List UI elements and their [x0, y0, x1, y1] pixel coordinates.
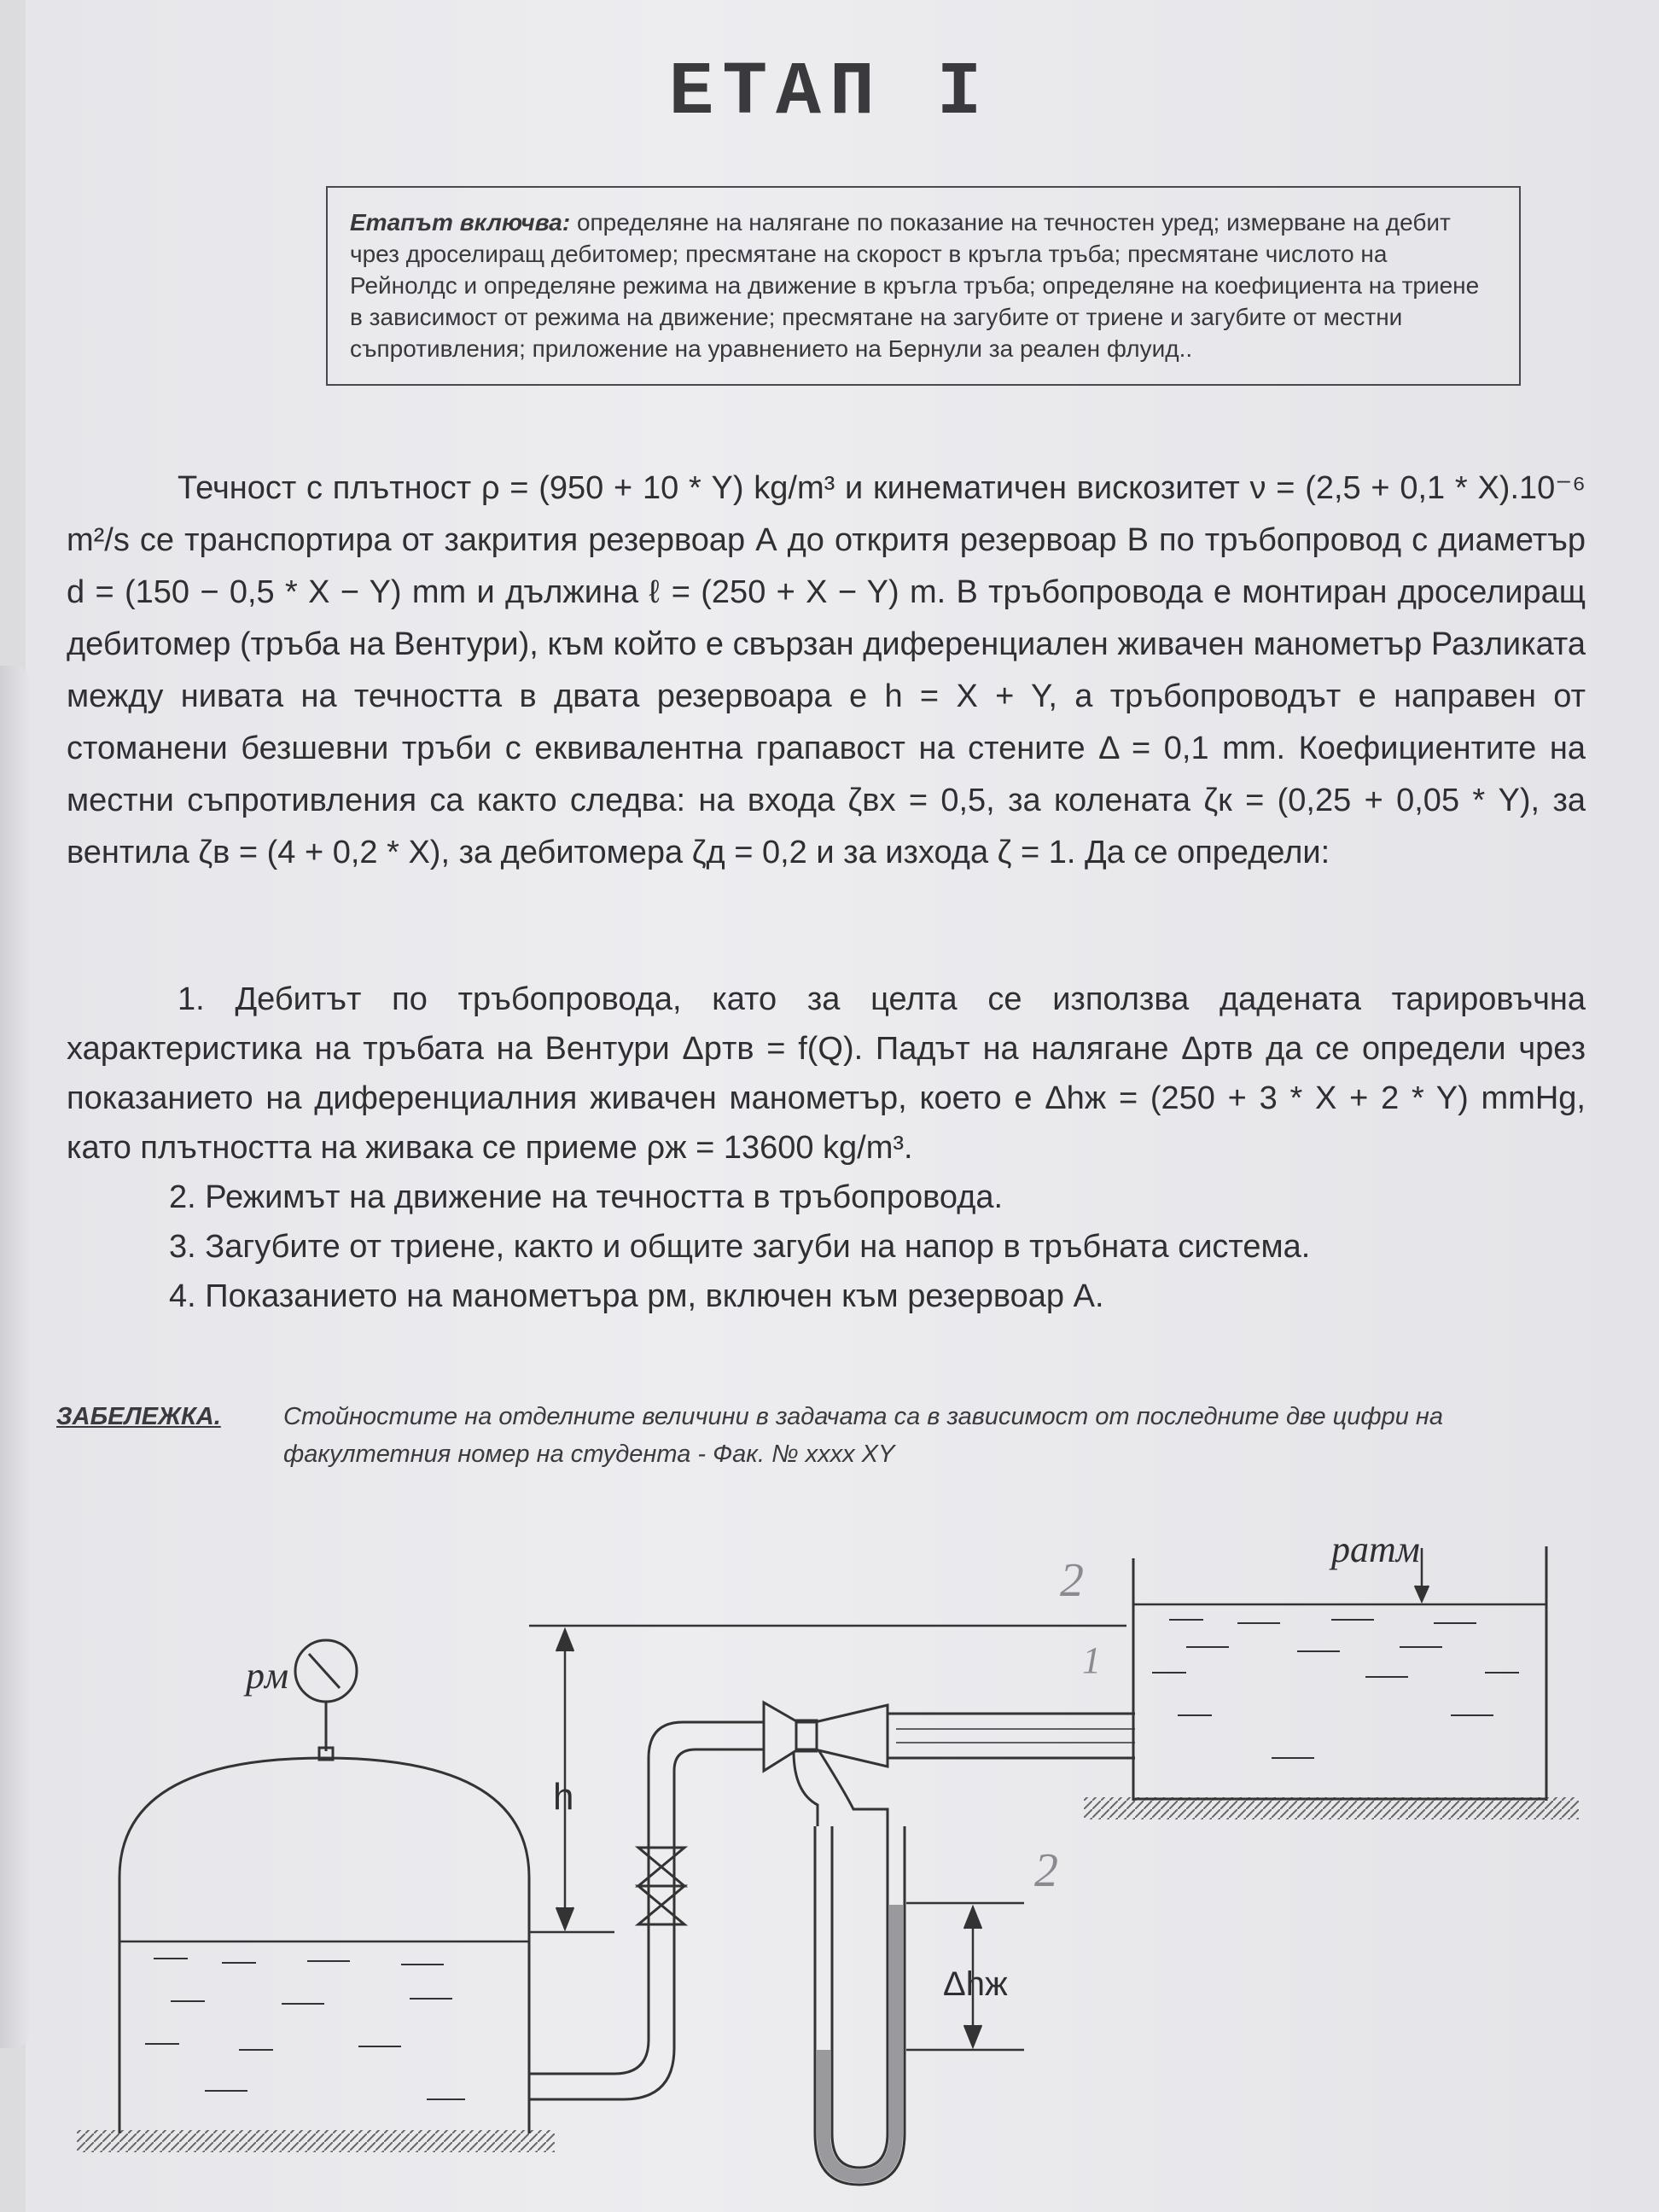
label-h: h [553, 1776, 574, 1818]
mercury-column-left [817, 2050, 830, 2135]
task-number: 2. [169, 1179, 196, 1215]
task-list [67, 975, 1586, 1321]
mercury-column-right [889, 1905, 903, 2135]
task-item-2 [67, 1173, 1586, 1222]
label-patm: pатм [1331, 1528, 1420, 1570]
summary-lead: Етапът включва: [350, 209, 571, 236]
handwritten-mark: 2 [1060, 1554, 1084, 1607]
pipeline-diagram [0, 1511, 1659, 2212]
handwritten-mark: 2 [1034, 1844, 1058, 1897]
note-label: ЗАБЕЛЕЖКА. [56, 1403, 221, 1430]
handwritten-mark: 1 [1082, 1639, 1101, 1681]
pressure-gauge-icon [295, 1640, 357, 1760]
task-text: Показанието на манометъра pм, включен към резервоар А. [205, 1278, 1104, 1314]
summary-box [326, 186, 1521, 386]
task-item-1 [67, 975, 1586, 1173]
ground-a [77, 2130, 555, 2152]
task-text: Режимът на движение на течността в тръбопровода. [205, 1179, 1004, 1215]
task-number: 1. [178, 981, 205, 1017]
ground-b [1084, 1797, 1579, 1819]
note-block [56, 1398, 1558, 1473]
label-pm: pм [246, 1655, 289, 1697]
valve-icon [638, 1848, 684, 1924]
page-title: ЕТАП I [668, 51, 991, 136]
summary-text: определяне на налягане по показание на течностен уред; измерване на дебит чрез дроселиращ дебитомер; пресмятане на скорост в кръгла тръба; пресмятане числото на Рейнолдс и определяне режима на движение в кръгла тръба; определяне на коефициента на триене в зависимост от режима на движение; пресмятане на загубите от триене и загубите от местни съпротивления; приложение на уравнението на Бернули за реален флуид.. [350, 209, 1480, 362]
label-dh: Δhж [943, 1965, 1008, 2003]
task-number: 4. [169, 1278, 196, 1314]
problem-statement [67, 463, 1586, 879]
tank-b [1133, 1546, 1546, 1801]
tank-a [119, 1758, 529, 2133]
u-tube-manometer [794, 1751, 905, 2185]
task-item-4 [67, 1272, 1586, 1321]
task-number: 3. [169, 1229, 196, 1265]
task-text: Загубите от триене, както и общите загуби на напор в тръбната система. [205, 1229, 1311, 1265]
task-item-3 [67, 1222, 1586, 1272]
task-text: Дебитът по тръбопровода, като за целта се използва дадената тарировъчна характеристика на тръбата на Вентури Δpтв = f(Q). Падът на налягане Δpтв да се определи чрез показанието на диференциалния живачен манометър, което е Δhж = (250 + 3 * X + 2 * Y) mmHg, като плътността на живака се приеме ρж = 13600 kg/m³. [67, 981, 1586, 1166]
note-text: Стойностите на отделните величини в задачата са в зависимост от последните две цифри на факултетния номер на студента - Фак. № xxxx XY [283, 1403, 1443, 1468]
problem-text: Течност с плътност ρ = (950 + 10 * Y) kg/m³ и кинематичен вискозитет ν = (2,5 + 0,1 * X).10⁻⁶ m²/s се транспортира от закрития резервоар А до откритя резервоар B по тръбопровод с диаметър d = (150 − 0,5 * X − Y) mm и дължина ℓ = (250 + X − Y) m. В тръбопровода е монтиран дроселиращ дебитомер (тръба на Вентури), към който е свързан диференциален живачен манометър Разликата между нивата на течността в двата резервоара е h = X + Y, а тръбопроводът е направен от стоманени безшевни тръби с еквивалентна грапавост на стените Δ = 0,1 mm. Коефициентите на местни съпротивления са както следва: на входа ζвх = 0,5, за колената ζк = (0,25 + 0,05 * Y), за вентила ζв = (4 + 0,2 * X), за дебитомера ζд = 0,2 и за изхода ζ = 1. Да се определи: [67, 470, 1586, 870]
